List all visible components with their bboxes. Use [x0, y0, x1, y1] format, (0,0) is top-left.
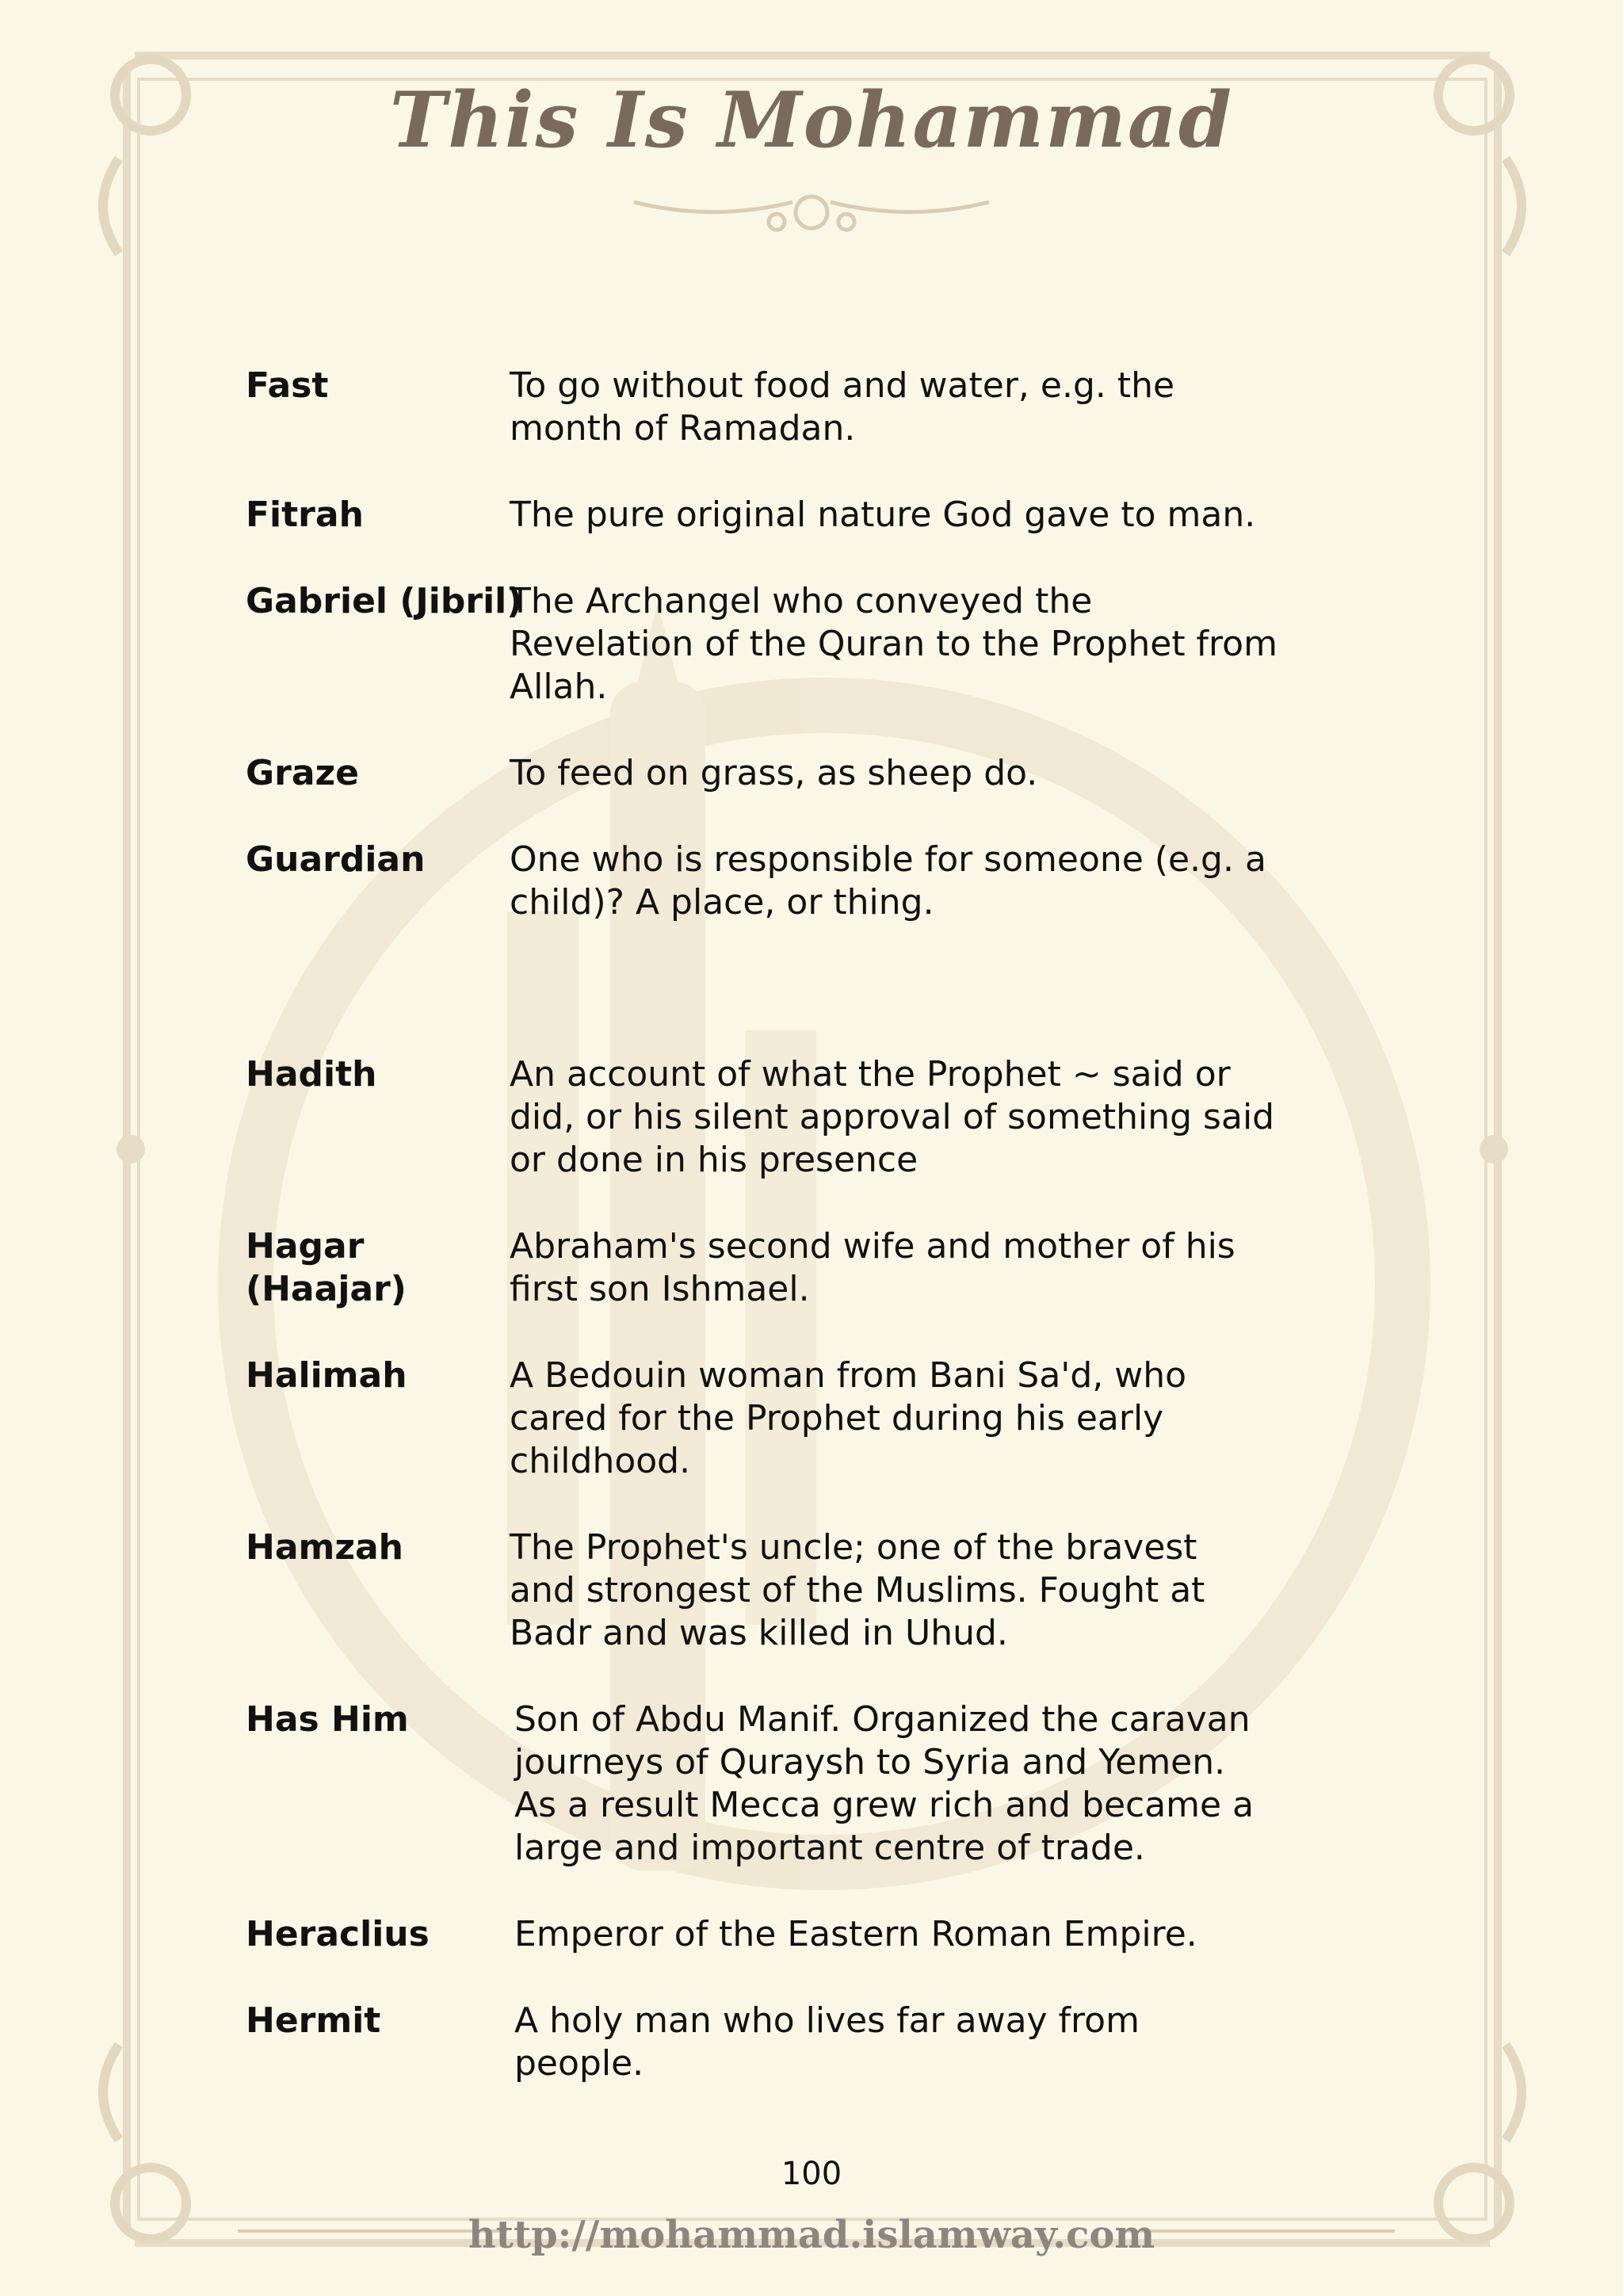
glossary-entry	[246, 1526, 1387, 1655]
glossary-term: Heraclius	[246, 1914, 430, 1954]
glossary-definition: The Prophet's uncle; one of the bravest and strongest of the Muslims. Fought at Badr and was killed in Uhud.	[510, 1527, 1205, 1653]
glossary-definition: The pure original nature God gave to man.	[510, 495, 1256, 535]
glossary-term: Guardian	[246, 839, 426, 880]
glossary-definition: A Bedouin woman from Bani Sa'd, who cared for the Prophet during his early childhood.	[510, 1355, 1187, 1481]
glossary-entry	[246, 494, 1387, 537]
glossary-entry	[246, 1698, 1387, 1870]
glossary-term: Fitrah	[246, 495, 364, 535]
glossary-entry	[246, 1225, 1387, 1311]
header-title: This Is Mohammad	[389, 75, 1234, 165]
glossary-entry	[246, 365, 1387, 450]
glossary-term: Graze	[246, 753, 359, 793]
glossary-entry	[246, 1354, 1387, 1483]
glossary-term: Hermit	[246, 2000, 381, 2041]
glossary-definition: To feed on grass, as sheep do.	[510, 753, 1038, 793]
glossary-entry	[246, 752, 1387, 795]
glossary-term: Halimah	[246, 1355, 407, 1396]
glossary-entry	[246, 1913, 1387, 1956]
glossary-entry	[246, 580, 1387, 709]
glossary-definition: An account of what the Prophet ~ said or did, or his silent approval of something said or done in his presence	[510, 1054, 1275, 1180]
glossary-definition: The Archangel who conveyed the Revelation of the Quran to the Prophet from Allah.	[510, 581, 1277, 707]
glossary-definition: Abraham's second wife and mother of his first son Ishmael.	[510, 1226, 1235, 1309]
glossary-definition: Son of Abdu Manif. Organized the caravan journeys of Quraysh to Syria and Yemen. As a result Mecca grew rich and became a large and important centre of trade.	[514, 1699, 1254, 1868]
glossary-entry	[246, 839, 1387, 924]
glossary-term: Gabriel (Jibril)	[246, 581, 523, 621]
glossary-term: Hadith	[246, 1054, 377, 1095]
glossary-term: Hamzah	[246, 1527, 403, 1568]
page-number: 100	[781, 2156, 842, 2192]
glossary-definition: Emperor of the Eastern Roman Empire.	[514, 1914, 1197, 1954]
glossary-term: Hagar (Haajar)	[246, 1226, 407, 1309]
glossary-term: Fast	[246, 365, 329, 406]
glossary-definition: To go without food and water, e.g. the month of Ramadan.	[510, 365, 1175, 449]
glossary-list	[246, 365, 1387, 2085]
glossary-definition: A holy man who lives far away from people.	[514, 2000, 1140, 2084]
glossary-entry	[246, 1053, 1387, 1182]
glossary-term: Has Him	[246, 1699, 409, 1740]
glossary-definition: One who is responsible for someone (e.g. a child)? A place, or thing.	[510, 839, 1266, 923]
footer-url[interactable]: http://mohammad.islamway.com	[468, 2213, 1155, 2257]
glossary-entry	[246, 2000, 1387, 2085]
